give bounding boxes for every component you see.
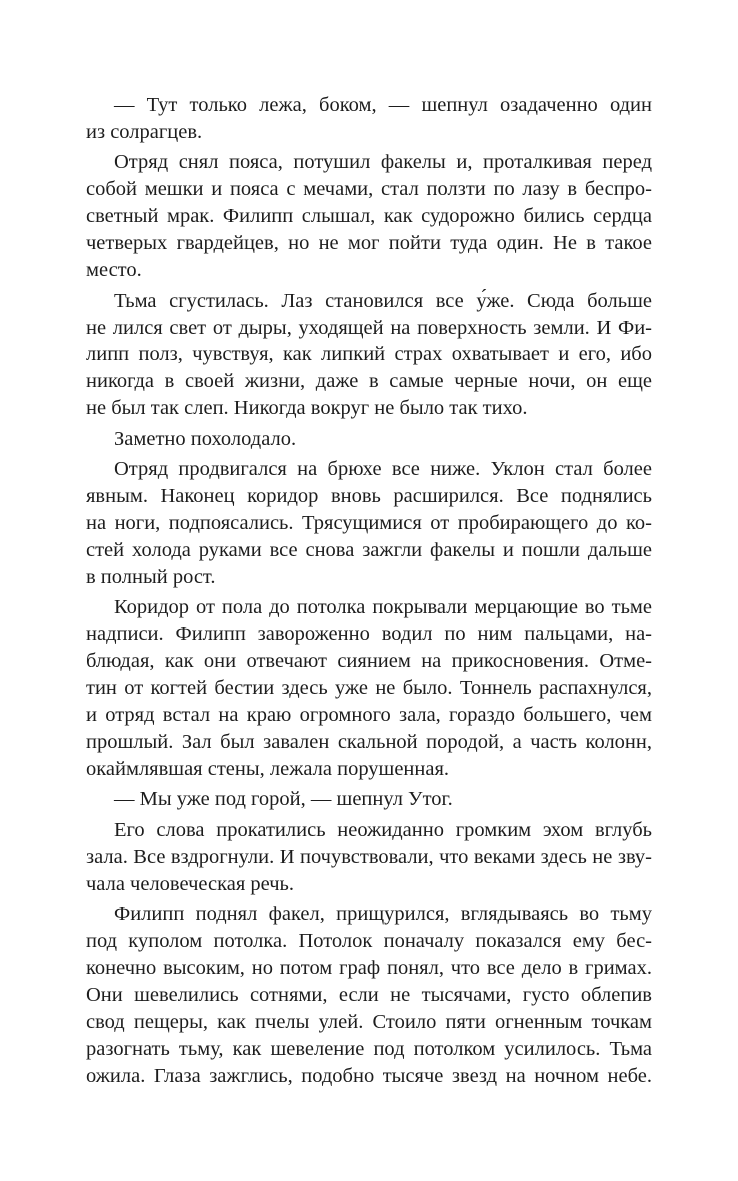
text-line: место. xyxy=(86,259,142,282)
paragraph xyxy=(86,786,652,813)
text-line: в полный рост. xyxy=(86,565,216,588)
text-line: зала. Все вздрогнули. И почувствовали, что веками здесь не зву- xyxy=(86,845,652,868)
paragraph xyxy=(86,426,652,453)
text-line: ожила. Глаза зажглись, подобно тысяче звезд на ночном небе. xyxy=(86,1064,652,1087)
text-line: Тьма сгустилась. Лаз становился все у́же. Сюда больше xyxy=(114,289,652,312)
text-line: стей холода руками все снова зажгли факелы и пошли дальше xyxy=(86,539,652,561)
text-line: надписи. Филипп завороженно водил по ним пальцами, на- xyxy=(86,623,652,646)
text-line: светный мрак. Филипп слышал, как судорожно бились сердца xyxy=(86,205,652,228)
paragraph xyxy=(86,92,652,146)
text-line: свод пещеры, как пчелы улей. Стоило пяти огненным точкам xyxy=(86,1010,652,1033)
text-line: Коридор от пола до потолка покрывали мерцающие во тьме xyxy=(114,596,652,619)
text-line: не лился свет от дыры, уходящей на поверхность земли. И Фи- xyxy=(86,316,652,339)
text-line: четверых гвардейцев, но не мог пойти туда один. Не в такое xyxy=(86,232,652,255)
text-line: блюдая, как они отвечают сиянием на прикосновения. Отме- xyxy=(86,650,652,673)
paragraph xyxy=(86,901,652,1089)
text-line: и отряд встал на краю огромного зала, гораздо большего, чем xyxy=(86,704,652,727)
text-line: липп полз, чувствуя, как липкий страх охватывает и его, ибо xyxy=(86,343,652,366)
text-line: конечно высоким, но потом граф понял, что все дело в гримах. xyxy=(86,957,652,980)
text-line: не был так слеп. Никогда вокруг не было так тихо. xyxy=(86,397,528,420)
text-line: из солрагцев. xyxy=(86,120,203,143)
text-line: Филипп поднял факел, прищурился, вглядываясь во тьму xyxy=(114,903,652,926)
text-line: тин от когтей бестии здесь уже не было. Тоннель распахнулся, xyxy=(86,677,652,700)
text-line: разогнать тьму, как шевеление под потолком усилилось. Тьма xyxy=(86,1037,652,1060)
paragraph xyxy=(86,817,652,898)
text-line: чала человеческая речь. xyxy=(86,872,295,895)
text-line: собой мешки и пояса с мечами, стал ползти по лазу в беспро- xyxy=(86,178,652,201)
text-line: под куполом потолка. Потолок поначалу показался ему бес- xyxy=(86,930,652,953)
paragraph xyxy=(86,288,652,422)
text-line: — Мы уже под горой, — шепнул Утог. xyxy=(114,788,453,811)
text-line: прошлый. Зал был завален скальной породой, а часть колонн, xyxy=(86,730,652,753)
text-line: Отряд снял пояса, потушил факелы и, проталкивая перед xyxy=(114,151,652,174)
text-line: Его слова прокатились неожиданно громким эхом вглубь xyxy=(114,818,652,841)
text-line: — Тут только лежа, боком, — шепнул озадаченно один xyxy=(114,94,652,116)
page-text xyxy=(86,92,652,1093)
text-line: на ноги, подпоясались. Трясущимися от пробирающего до ко- xyxy=(86,512,652,535)
text-line: никогда в своей жизни, даже в самые черные ночи, он еще xyxy=(86,370,652,393)
paragraph xyxy=(86,594,652,782)
text-line: явным. Наконец коридор вновь расширился. Все поднялись xyxy=(86,485,652,508)
paragraph xyxy=(86,149,652,283)
text-line: Они шевелились сотнями, если не тысячами, густо облепив xyxy=(86,984,652,1006)
paragraph xyxy=(86,456,652,590)
text-line: окаймлявшая стены, лежала порушенная. xyxy=(86,757,450,780)
text-line: Заметно похолодало. xyxy=(114,427,297,450)
text-line: Отряд продвигался на брюхе все ниже. Уклон стал более xyxy=(114,458,652,481)
